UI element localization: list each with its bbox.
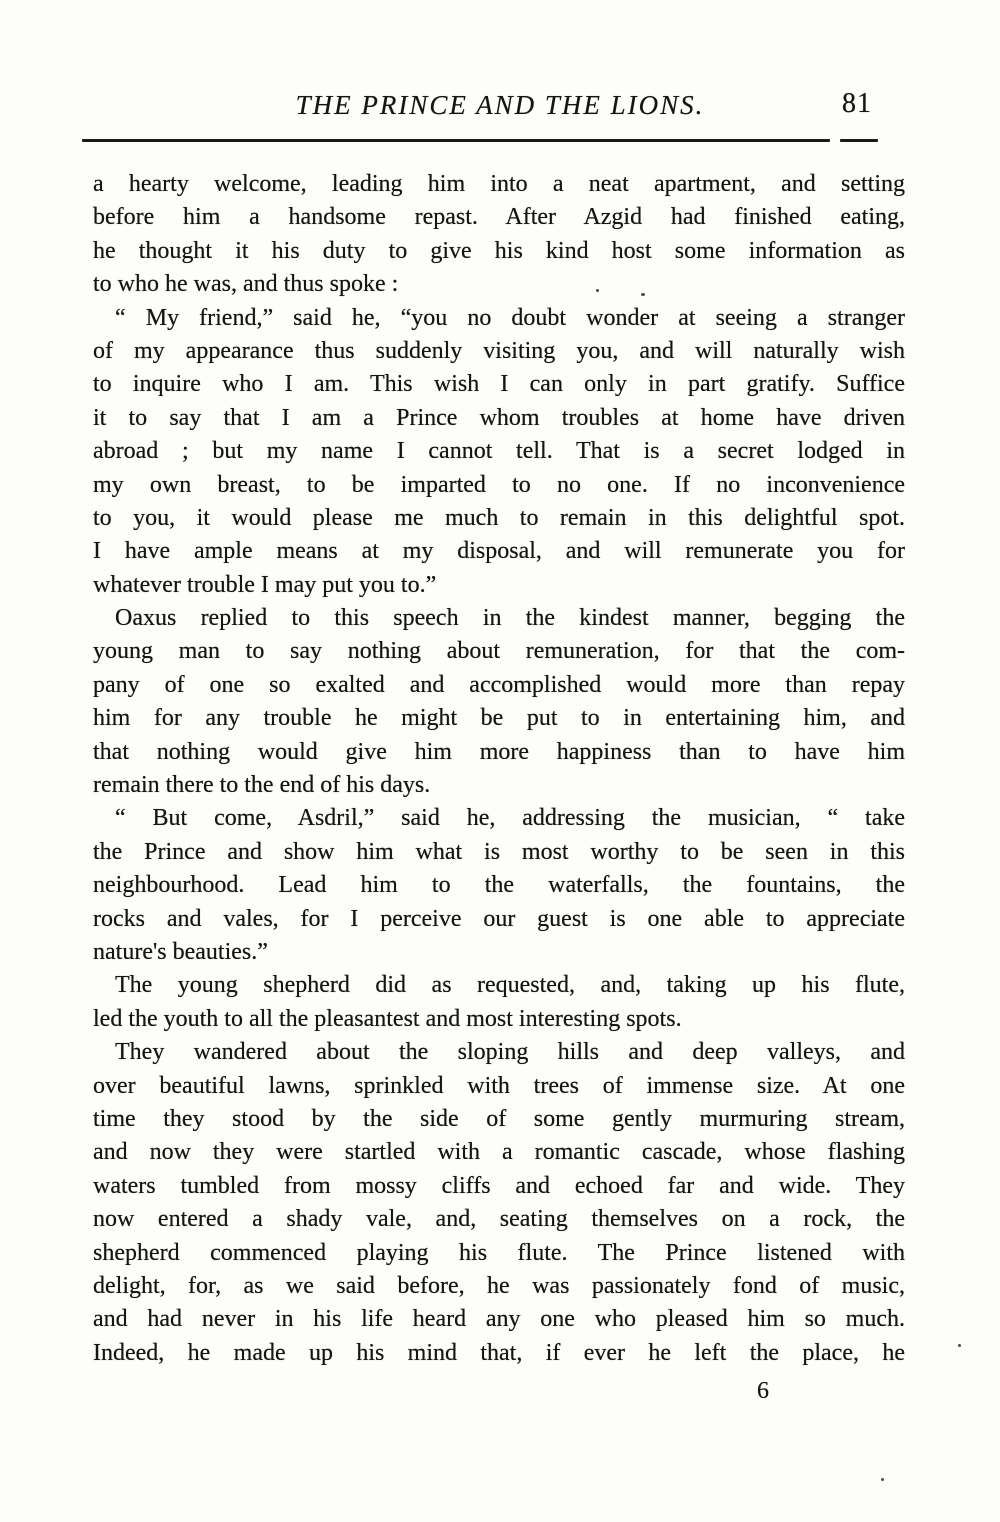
- text-line: abroad ; but my name I cannot tell. That is a secret lodged in: [93, 438, 905, 465]
- scan-speck: [958, 1344, 961, 1347]
- text-line: They wandered about the sloping hills and deep valleys, and: [115, 1039, 905, 1066]
- page-number: 81: [842, 88, 872, 119]
- text-line: to inquire who I am. This wish I can only in part gratify. Suffice: [93, 371, 905, 398]
- scan-speck: [596, 289, 599, 292]
- paragraph: [93, 969, 905, 1036]
- text-line: now entered a shady vale, and, seating themselves on a rock, the: [93, 1206, 905, 1233]
- text-line: to you, it would please me much to remain in this delightful spot.: [93, 504, 905, 531]
- paragraph: [93, 1036, 905, 1370]
- text-line: and had never in his life heard any one who pleased him so much.: [93, 1306, 905, 1333]
- text-line: my own breast, to be imparted to no one. If no inconvenience: [93, 471, 905, 498]
- header-rule-tail: [840, 139, 878, 142]
- text-line: the Prince and show him what is most worthy to be seen in this: [93, 838, 905, 865]
- text-line: nature's beauties.”: [93, 938, 268, 965]
- text-line: of my appearance thus suddenly visiting you, and will naturally wish: [93, 337, 905, 364]
- text-line: pany of one so exalted and accomplished would more than repay: [93, 671, 905, 698]
- text-line: led the youth to all the pleasantest and most interesting spots.: [93, 1005, 682, 1032]
- text-line: and now they were startled with a romantic cascade, whose flashing: [93, 1139, 905, 1166]
- paragraph: [93, 168, 905, 302]
- text-line: remain there to the end of his days.: [93, 772, 431, 799]
- text-line: before him a handsome repast. After Azgid had finished eating,: [93, 204, 905, 231]
- text-line: Indeed, he made up his mind that, if ever he left the place, he: [93, 1339, 905, 1366]
- text-line: shepherd commenced playing his flute. The Prince listened with: [93, 1239, 905, 1266]
- scan-speck: [881, 1478, 884, 1481]
- text-line: him for any trouble he might be put to in entertaining him, and: [93, 705, 905, 732]
- paragraph: [93, 602, 905, 802]
- text-line: I have ample means at my disposal, and will remunerate you for: [93, 538, 905, 565]
- text-line: delight, for, as we said before, he was passionately fond of music,: [93, 1272, 905, 1299]
- text-line: neighbourhood. Lead him to the waterfalls, the fountains, the: [93, 872, 905, 899]
- text-line: Oaxus replied to this speech in the kindest manner, begging the: [115, 605, 905, 632]
- text-line: whatever trouble I may put you to.”: [93, 571, 437, 598]
- header-rule-main: [82, 139, 830, 142]
- text-line: to who he was, and thus spoke :: [93, 271, 399, 298]
- text-line: it to say that I am a Prince whom troubles at home have driven: [93, 404, 905, 431]
- scan-speck: [641, 293, 645, 296]
- text-line: “ My friend,” said he, “you no doubt wonder at seeing a stranger: [115, 304, 905, 331]
- paragraph: [93, 302, 905, 603]
- text-line: that nothing would give him more happiness than to have him: [93, 738, 905, 765]
- text-line: “ But come, Asdril,” said he, addressing the musician, “ take: [115, 805, 905, 832]
- text-line: young man to say nothing about remuneration, for that the com-: [93, 638, 905, 665]
- body-text: [93, 168, 905, 1370]
- running-head-title: THE PRINCE AND THE LIONS.: [295, 90, 705, 120]
- text-line: over beautiful lawns, sprinkled with trees of immense size. At one: [93, 1072, 905, 1099]
- text-line: he thought it his duty to give his kind host some information as: [93, 237, 905, 264]
- text-line: rocks and vales, for I perceive our guest is one able to appreciate: [93, 905, 905, 932]
- text-line: time they stood by the side of some gently murmuring stream,: [93, 1105, 905, 1132]
- text-line: a hearty welcome, leading him into a neat apartment, and setting: [93, 171, 905, 197]
- text-line: The young shepherd did as requested, and, taking up his flute,: [115, 972, 905, 999]
- text-line: waters tumbled from mossy cliffs and echoed far and wide. They: [93, 1172, 905, 1199]
- paragraph: [93, 802, 905, 969]
- signature-mark: 6: [757, 1378, 769, 1404]
